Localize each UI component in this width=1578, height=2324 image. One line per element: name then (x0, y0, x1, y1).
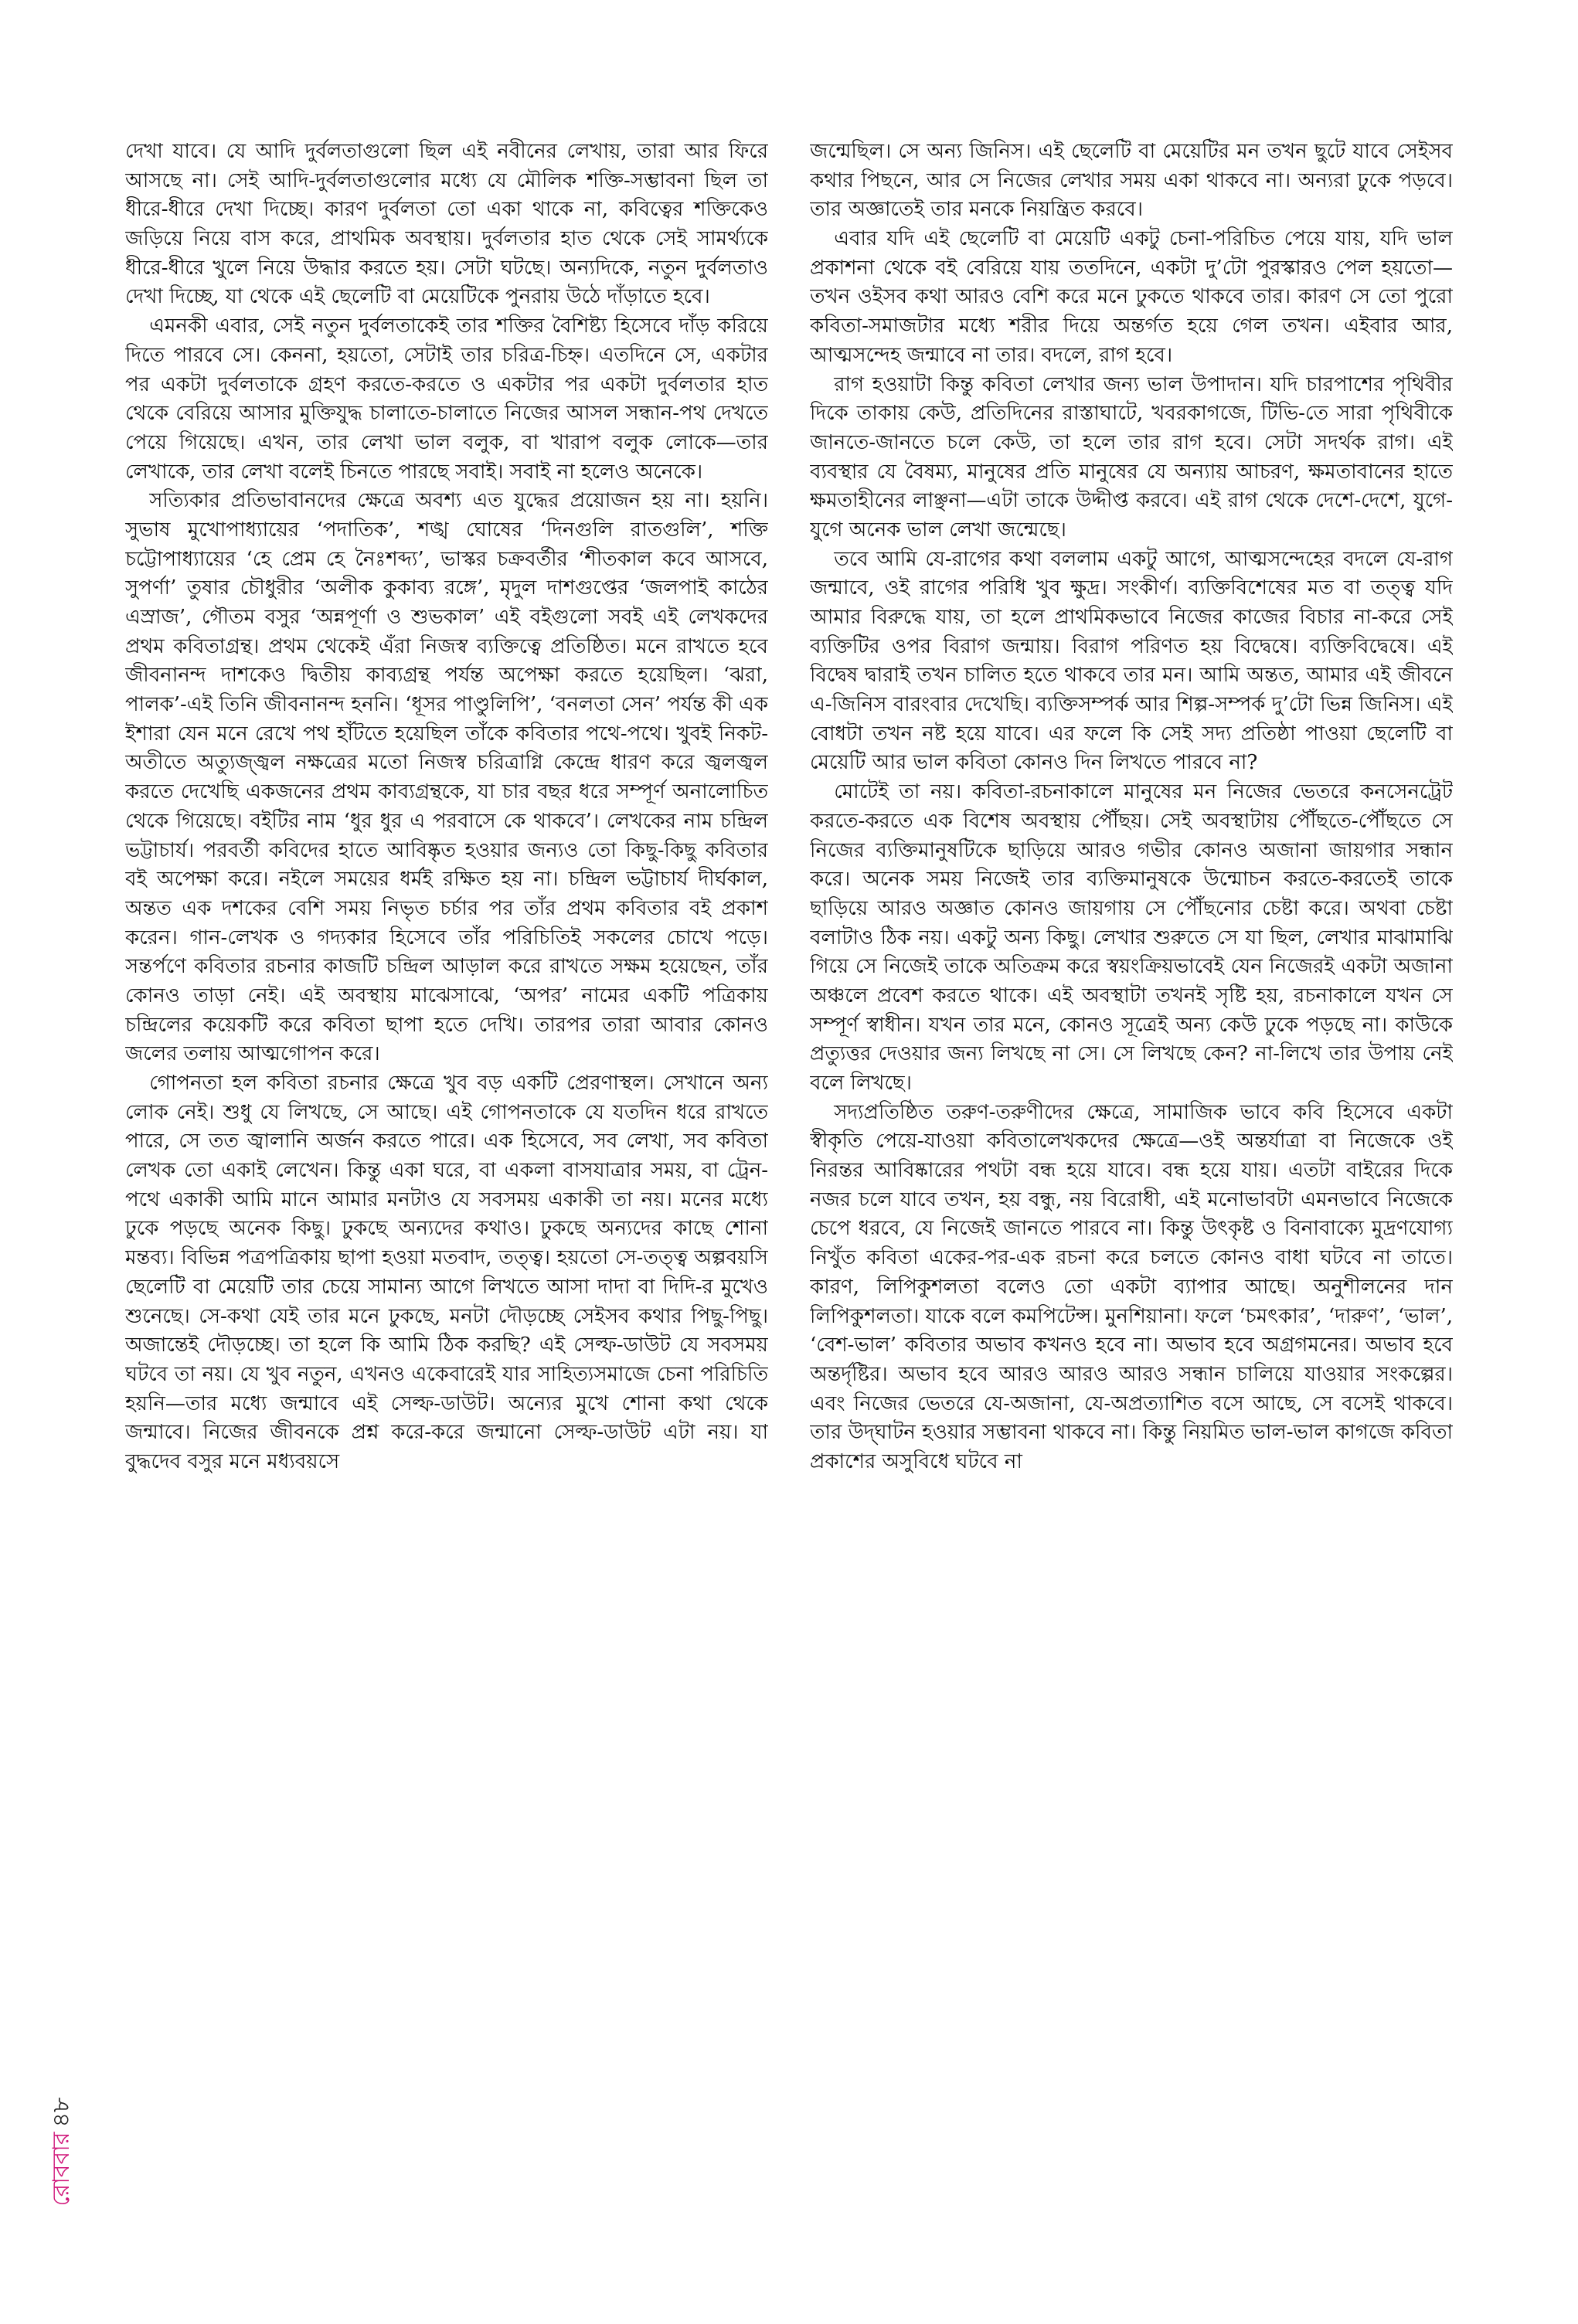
paragraph: সদ্যপ্রতিষ্ঠিত তরুণ-তরুণীদের ক্ষেত্রে, সামাজিক ভাবে কবি হিসেবে একটা স্বীকৃতি পেয়ে-যাওয়া কবিতালেখকদের ক্ষেত্রে—ওই অন্তর্যাত্রা বা নিজেকে ওই নিরন্তর আবিষ্কারের পথটা বন্ধ হয়ে যাবে। বন্ধ হয়ে যায়। এতটা বাইরের দিকে নজর চলে যাবে তখন, হয় বন্ধু, নয় বিরোধী, এই মনোভাবটা এমনভাবে নিজেকে চেপে ধরবে, যে নিজেই জানতে পারবে না। কিন্তু উৎকৃষ্ট ও বিনাবাক্যে মুদ্রণযোগ্য নিখুঁত কবিতা একের-পর-এক রচনা করে চলতে কোনও বাধা ঘটবে না তাতে। কারণ, লিপিকুশলতা বলেও তো একটা ব্যাপার আছে। অনুশীলনের দান লিপিকুশলতা। যাকে বলে কমপিটেন্স। মুনশিয়ানা। ফলে ‘চমৎকার’, ‘দারুণ’, ‘ভাল’, ‘বেশ-ভাল’ কবিতার অভাব কখনও হবে না। অভাব হবে অগ্রগমনের। অভাব হবে অন্তর্দৃষ্টির। অভাব হবে আরও আরও আরও সন্ধান চালিয়ে যাওয়ার সংকল্পের। এবং নিজের ভেতরে যে-অজানা, যে-অপ্রত্যাশিত বসে আছে, সে বসেই থাকবে। তার উদ্‌ঘাটন হওয়ার সম্ভাবনা থাকবে না। কিন্তু নিয়মিত ভাল-ভাল কাগজে কবিতা প্রকাশের অসুবিধে ঘটবে না (810, 1100, 1453, 1473)
paragraph: এবার যদি এই ছেলেটি বা মেয়েটি একটু চেনা-পরিচিত পেয়ে যায়, যদি ভাল প্রকাশনা থেকে বই বেরিয়ে যায় ততদিনে, একটা দু’টো পুরস্কারও পেল হয়তো—তখন ওইসব কথা আরও বেশি করে মনে ঢুকতে থাকবে তার। কারণ সে তো পুরো কবিতা-সমাজটার মধ্যে শরীর দিয়ে অন্তর্গত হয়ে গেল তখন। এইবার আর, আত্মসন্দেহ জন্মাবে না তার। বদলে, রাগ হবে। (810, 227, 1453, 367)
paragraph: গোপনতা হল কবিতা রচনার ক্ষেত্রে খুব বড় একটি প্রেরণাস্থল। সেখানে অন্য লোক নেই। শুধু যে লিখছে, সে আছে। এই গোপনতাকে যে যতদিন ধরে রাখতে পারে, সে তত জ্বালানি অর্জন করতে পারে। এক হিসেবে, সব লেখা, সব কবিতা লেখক তো একাই লেখেন। কিন্তু একা ঘরে, বা একলা বাসযাত্রার সময়, বা ট্রেন-পথে একাকী আমি মানে আমার মনটাও যে সবসময় একাকী তা নয়। মনের মধ্যে ঢুকে পড়ছে অনেক কিছু। ঢুকছে অন্যদের কথাও। ঢুকছে অন্যদের কাছে শোনা মন্তব্য। বিভিন্ন পত্রপত্রিকায় ছাপা হওয়া মতবাদ, তত্ত্ব। হয়তো সে-তত্ত্ব অল্পবয়সি ছেলেটি বা মেয়েটি তার চেয়ে সামান্য আগে লিখতে আসা দাদা বা দিদি-র মুখেও শুনেছে। সে-কথা যেই তার মনে ঢুকছে, মনটা দৌড়চ্ছে সেইসব কথার পিছু-পিছু। অজান্তেই দৌড়চ্ছে। তা হলে কি আমি ঠিক করছি? এই সেল্ফ-ডাউট যে সবসময় ঘটবে তা নয়। যে খুব নতুন, এখনও একেবারেই যার সাহিত্যসমাজে চেনা পরিচিতি হয়নি—তার মধ্যে জন্মাবে এই সেল্ফ-ডাউট। অন্যের মুখে শোনা কথা থেকে জন্মাবে। নিজের জীবনকে প্রশ্ন করে-করে জন্মানো সেল্ফ-ডাউট এটা নয়। যা বুদ্ধদেব বসুর মনে মধ্যবয়সে (125, 1072, 768, 1473)
right-column (810, 138, 1453, 2254)
paragraph: রাগ হওয়াটা কিন্তু কবিতা লেখার জন্য ভাল উপাদান। যদি চারপাশের পৃথিবীর দিকে তাকায় কেউ, প্রতিদিনের রাস্তাঘাটে, খবরকাগজে, টিভি-তে সারা পৃথিবীকে জানতে-জানতে চলে কেউ, তা হলে তার রাগ হবে। সেটা সদর্থক রাগ। এই ব্যবস্থার যে বৈষম্য, মানুষের প্রতি মানুষের যে অন্যায় আচরণ, ক্ষমতাবানের হাতে ক্ষমতাহীনের লাঞ্ছনা—এটা তাকে উদ্দীপ্ত করবে। এই রাগ থেকে দেশে-দেশে, যুগে-যুগে অনেক ভাল লেখা জন্মেছে। (810, 372, 1453, 542)
paragraph: তবে আমি যে-রাগের কথা বললাম একটু আগে, আত্মসন্দেহের বদলে যে-রাগ জন্মাবে, ওই রাগের পরিধি খুব ক্ষুদ্র। সংকীর্ণ। ব্যক্তিবিশেষের মত বা তত্ত্ব যদি আমার বিরুদ্ধে যায়, তা হলে প্রাথমিকভাবে নিজের কাজের বিচার না-করে সেই ব্যক্তিটির ওপর বিরাগ জন্মায়। বিরাগ পরিণত হয় বিদ্বেষে। ব্যক্তিবিদ্বেষে। এই বিদ্বেষ দ্বারাই তখন চালিত হতে থাকবে তার মন। আমি অন্তত, আমার এই জীবনে এ-জিনিস বারংবার দেখেছি। ব্যক্তিসম্পর্ক আর শিল্প-সম্পর্ক দু’টো ভিন্ন জিনিস। এই বোধটা তখন নষ্ট হয়ে যাবে। এর ফলে কি সেই সদ্য প্রতিষ্ঠা পাওয়া ছেলেটি বা মেয়েটি আর ভাল কবিতা কোনও দিন লিখতে পারবে না? (810, 547, 1453, 775)
paragraph: এমনকী এবার, সেই নতুন দুর্বলতাকেই তার শক্তির বৈশিষ্ট্য হিসেবে দাঁড় করিয়ে দিতে পারবে সে। কেননা, হয়তো, সেটাই তার চরিত্র-চিহ্ন। এতদিনে সে, একটার পর একটা দুর্বলতাকে গ্রহণ করতে-করতে ও একটার পর একটা দুর্বলতার হাত থেকে বেরিয়ে আসার মুক্তিযুদ্ধ চালাতে-চালাতে নিজের আসল সন্ধান-পথ দেখতে পেয়ে গিয়েছে। এখন, তার লেখা ভাল বলুক, বা খারাপ বলুক লোকে—তার লেখাকে, তার লেখা বলেই চিনতে পারছে সবাই। সবাই না হলেও অনেকে। (125, 314, 768, 484)
page-footer (45, 2024, 79, 2279)
left-column (125, 138, 768, 2254)
paragraph: দেখা যাবে। যে আদি দুর্বলতাগুলো ছিল এই নবীনের লেখায়, তারা আর ফিরে আসছে না। সেই আদি-দুর্বলতাগুলোর মধ্যে যে মৌলিক শক্তি-সম্ভাবনা ছিল তা ধীরে-ধীরে দেখা দিচ্ছে। কারণ দুর্বলতা তো একা থাকে না, কবিত্বের শক্তিকেও জড়িয়ে নিয়ে বাস করে, প্রাথমিক অবস্থায়। দুর্বলতার হাত থেকে সেই সামর্থ্যকে ধীরে-ধীরে খুলে নিয়ে উদ্ধার করতে হয়। সেটা ঘটছে। অন্যদিকে, নতুন দুর্বলতাও দেখা দিচ্ছে, যা থেকে এই ছেলেটি বা মেয়েটিকে পুনরায় উঠে দাঁড়াতে হবে। (125, 140, 768, 309)
paragraph: মোটেই তা নয়। কবিতা-রচনাকালে মানুষের মন নিজের ভেতরে কনসেনট্রেট করতে-করতে এক বিশেষ অবস্থায় পৌঁছয়। সেই অবস্থাটায় পৌঁছতে-পৌঁছতে সে নিজের ব্যক্তিমানুষটিকে ছাড়িয়ে আরও গভীর কোনও অজানা জায়গার সন্ধান করে। অনেক সময় নিজেই তার ব্যক্তিমানুষকে উন্মোচন করতে-করতেই তাকে ছাড়িয়ে আরও অজ্ঞাত কোনও জায়গায় সে পৌঁছনোর চেষ্টা করে। অথবা চেষ্টা বলাটাও ঠিক নয়। একটু অন্য কিছু। লেখার শুরুতে সে যা ছিল, লেখার মাঝামাঝি গিয়ে সে নিজেই তাকে অতিক্রম করে স্বয়ংক্রিয়ভাবেই যেন নিজেরই একটা অজানা অঞ্চলে প্রবেশ করতে থাকে। এই অবস্থাটা তখনই সৃষ্টি হয়, রচনাকালে যখন সে সম্পূর্ণ স্বাধীন। যখন তার মনে, কোনও সূত্রেই অন্য কেউ ঢুকে পড়ছে না। কাউকে প্রত্যুত্তর দেওয়ার জন্য লিখছে না সে। সে লিখছে কেন? না-লিখে তার উপায় নেই বলে লিখছে। (810, 780, 1453, 1095)
magazine-name: রোববার (48, 2132, 75, 2207)
page-number: ৪৮ (48, 2097, 75, 2128)
footer-label (50, 2098, 73, 2207)
paragraph: জন্মেছিল। সে অন্য জিনিস। এই ছেলেটি বা মেয়েটির মন তখন ছুটে যাবে সেইসব কথার পিছনে, আর সে নিজের লেখার সময় একা থাকবে না। অন্যরা ঢুকে পড়বে। তার অজ্ঞাতেই তার মনকে নিয়ন্ত্রিত করবে। (810, 140, 1453, 222)
paragraph: সত্যিকার প্রতিভাবানদের ক্ষেত্রে অবশ্য এত যুদ্ধের প্রয়োজন হয় না। হয়নি। সুভাষ মুখোপাধ্যায়ের ‘পদাতিক’, শঙ্খ ঘোষের ‘দিনগুলি রাতগুলি’, শক্তি চট্টোপাধ্যায়ের ‘হে প্রেম হে নৈঃশব্দ্য’, ভাস্কর চক্রবর্তীর ‘শীতকাল কবে আসবে, সুপর্ণা’ তুষার চৌধুরীর ‘অলীক কুকাব্য রঙ্গে’, মৃদুল দাশগুপ্তের ‘জলপাই কাঠের এস্রাজ’, গৌতম বসুর ‘অন্নপূর্ণা ও শুভকাল’ এই বইগুলো সবই এই লেখকদের প্রথম কবিতাগ্রন্থ। প্রথম থেকেই এঁরা নিজস্ব ব্যক্তিত্বে প্রতিষ্ঠিত। মনে রাখতে হবে জীবনানন্দ দাশকেও দ্বিতীয় কাব্যগ্রন্থ পর্যন্ত অপেক্ষা করতে হয়েছিল। ‘ঝরা, পালক’-এই তিনি জীবনানন্দ হননি। ‘ধূসর পাণ্ডুলিপি’, ‘বনলতা সেন’ পর্যন্ত কী এক ইশারা যেন মনে রেখে পথ হাঁটতে হয়েছিল তাঁকে কবিতার পথে-পথে। খুবই নিকট-অতীতে অত্যুজ্জ্বল নক্ষত্রের মতো নিজস্ব চরিত্রাগ্নি কেন্দ্রে ধারণ করে জ্বলজ্বল করতে দেখেছি একজনের প্রথম কাব্যগ্রন্থকে, যা চার বছর ধরে সম্পূর্ণ অনালোচিত থেকে গিয়েছে। বইটির নাম ‘ধুর ধুর এ পরবাসে কে থাকবে’। লেখকের নাম চন্দ্রিল ভট্টাচার্য। পরবর্তী কবিদের হাতে আবিষ্কৃত হওয়ার জন্যও তো কিছু-কিছু কবিতার বই অপেক্ষা করে। নইলে সময়ের ধর্মই রক্ষিত হয় না। চন্দ্রিল ভট্টাচার্য দীর্ঘকাল, অন্তত এক দশকের বেশি সময় নিভৃত চর্চার পর তাঁর প্রথম কবিতার বই প্রকাশ করেন। গান-লেখক ও গদ্যকার হিসেবে তাঁর পরিচিতিই সকলের চোখে পড়ে। সন্তর্পণে কবিতার রচনার কাজটি চন্দ্রিল আড়াল করে রাখতে সক্ষম হয়েছেন, তাঁর কোনও তাড়া নেই। এই অবস্থায় মাঝেসাঝে, ‘অপর’ নামের একটি পত্রিকায় চন্দ্রিলের কয়েকটি করে কবিতা ছাপা হতে দেখি। তারপর তারা আবার কোনও জলের তলায় আত্মগোপন করে। (125, 489, 768, 1066)
